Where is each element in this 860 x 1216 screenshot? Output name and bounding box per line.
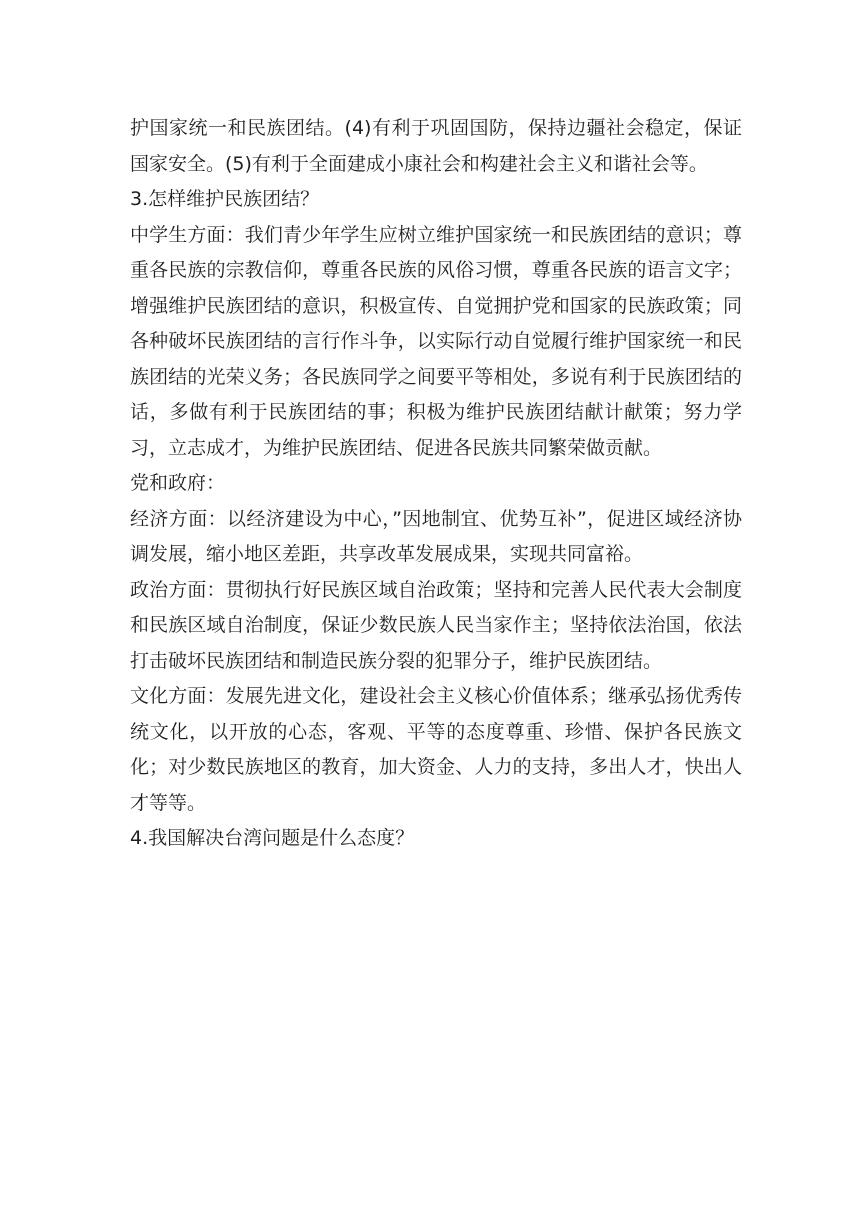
question-heading-4: 4.我国解决台湾问题是什么态度？: [130, 827, 415, 849]
paragraph-students: 中学生方面：我们青少年学生应树立维护国家统一和民族团结的意识；尊重各民族的宗教信仰，尊重各民族的风俗习惯，尊重各民族的语言文字；增强维护民族团结的意识，积极宣传、自觉拥护党和国家的民族政策；同各种破坏民族团结的言行作斗争，以实际行动自觉履行维护国家统一和民族团结的光荣义务；各民族同学之间要平等相处，多说有利于民族团结的话，多做有利于民族团结的事；积极为维护民族团结献计献策；努力学习，立志成才，为维护民族团结、促进各民族共同繁荣做贡献。: [130, 223, 742, 459]
paragraph-party-government: 党和政府：: [130, 472, 226, 494]
paragraph-culture: 文化方面：发展先进文化，建设社会主义核心价值体系；继承弘扬优秀传统文化，以开放的心态，客观、平等的态度尊重、珍惜、保护各民族文化；对少数民族地区的教育，加大资金、人力的支持，多出人才，快出人才等等。: [130, 685, 742, 814]
paragraph-economy: 经济方面：以经济建设为中心，”因地制宜、优势互补”，促进区域经济协调发展，缩小地区差距，共享改革发展成果，实现共同富裕。: [130, 507, 742, 565]
question-heading-3: 3.怎样维护民族团结？: [130, 188, 320, 210]
paragraph-politics: 政治方面：贯彻执行好民族区域自治政策；坚持和完善人民代表大会制度和民族区域自治制度，保证少数民族人民当家作主；坚持依法治国，依法打击破坏民族团结和制造民族分裂的犯罪分子，维护民族团结。: [130, 578, 742, 672]
document-body: [130, 111, 742, 857]
paragraph-continuation: 护国家统一和民族团结。(4)有利于巩固国防，保持边疆社会稳定，保证国家安全。(5)有利于全面建成小康社会和构建社会主义和谐社会等。: [130, 117, 742, 175]
